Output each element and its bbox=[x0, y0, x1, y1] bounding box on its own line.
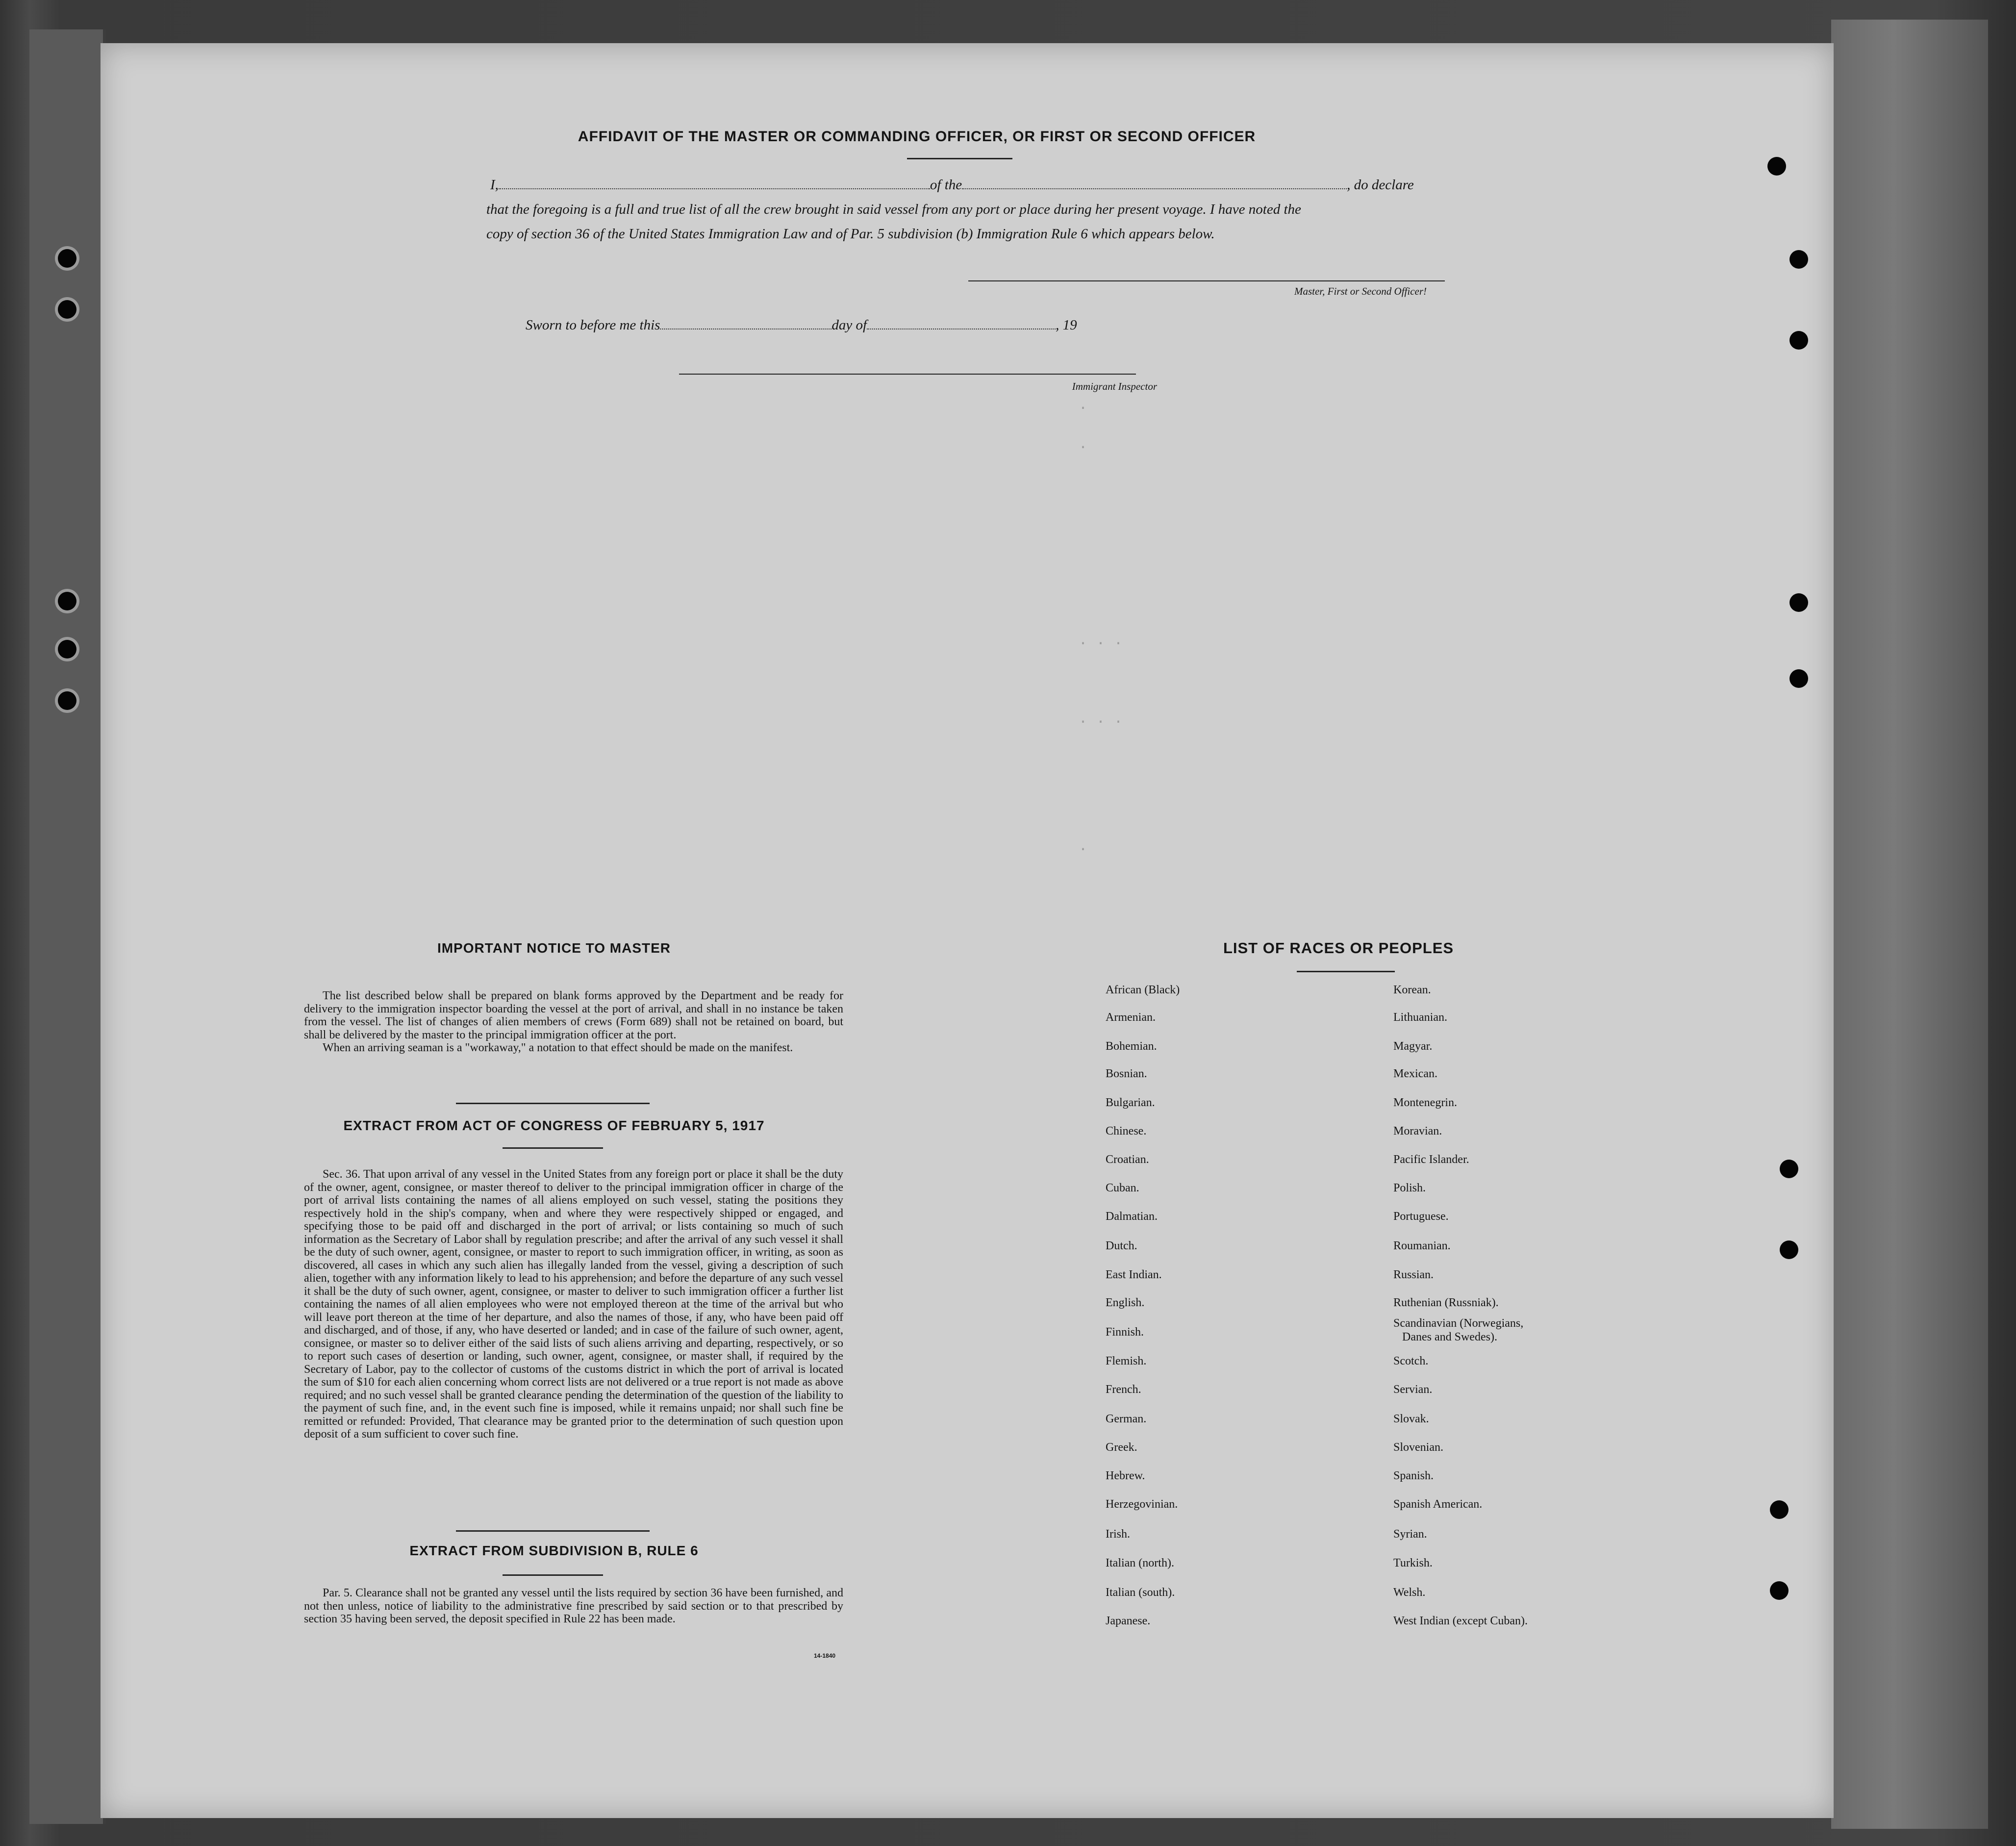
race-item: Italian (south). bbox=[1106, 1586, 1175, 1599]
extract-act-title: EXTRACT FROM ACT OF CONGRESS OF FEBRUARY 5, 1917 bbox=[343, 1118, 765, 1133]
binder-board-left bbox=[29, 29, 106, 1824]
name-blank-line[interactable] bbox=[499, 177, 930, 189]
inspector-signature-line[interactable] bbox=[679, 374, 1136, 375]
bleed-through-mark: . bbox=[1079, 397, 1088, 414]
race-item: Croatian. bbox=[1106, 1153, 1149, 1166]
race-item: Slovak. bbox=[1393, 1413, 1429, 1425]
punch-hole bbox=[1789, 593, 1808, 612]
race-item: Mexican. bbox=[1393, 1067, 1437, 1080]
vessel-blank-line[interactable] bbox=[962, 177, 1347, 189]
race-item: Scandinavian (Norwegians, Danes and Swedes). bbox=[1393, 1317, 1524, 1343]
binder-hole bbox=[58, 300, 76, 319]
race-item: Syrian. bbox=[1393, 1528, 1427, 1541]
race-item: Korean. bbox=[1393, 984, 1431, 996]
punch-hole bbox=[1770, 1500, 1789, 1519]
race-item: Armenian. bbox=[1106, 1011, 1156, 1024]
race-item: Chinese. bbox=[1106, 1125, 1147, 1138]
notice-body bbox=[304, 989, 843, 1055]
title-underline bbox=[907, 158, 1012, 159]
race-item: Flemish. bbox=[1106, 1355, 1147, 1367]
race-item: Scotch. bbox=[1393, 1355, 1429, 1367]
race-item: Japanese. bbox=[1106, 1615, 1151, 1627]
notice-paragraph-1: The list described below shall be prepared on blank forms approved by the Department and be ready for delivery to the immigration inspector boarding the vessel at the port of arrival, and shall in no instance be taken from the vessel. The list of changes of alien members of crews (Form 689) shall not be retained on board, but shall be delivered by the master to the principal immigration officer at the port. bbox=[304, 989, 843, 1041]
notice-paragraph-2: When an arriving seaman is a "workaway," a notation to that effect should be made on the manifest. bbox=[323, 1041, 793, 1054]
bleed-through-mark: . . . bbox=[1079, 632, 1123, 649]
race-item: Lithuanian. bbox=[1393, 1011, 1447, 1024]
race-item: Irish. bbox=[1106, 1528, 1130, 1541]
race-item: German. bbox=[1106, 1413, 1147, 1425]
race-item: Bohemian. bbox=[1106, 1040, 1157, 1053]
punch-hole bbox=[1770, 1581, 1789, 1600]
punch-hole bbox=[1767, 157, 1786, 176]
race-item: Ruthenian (Russniak). bbox=[1393, 1296, 1499, 1309]
sworn-prefix: Sworn to before me this bbox=[526, 317, 660, 333]
binder-hole bbox=[58, 691, 76, 710]
race-item: Polish. bbox=[1393, 1182, 1426, 1194]
punch-hole bbox=[1789, 331, 1808, 350]
section-divider bbox=[503, 1574, 603, 1576]
race-item: Magyar. bbox=[1393, 1040, 1433, 1053]
binder-hole bbox=[58, 592, 76, 610]
binder-hole bbox=[58, 249, 76, 268]
affidavit-line-2: that the foregoing is a full and true list of all the crew brought in said vessel from any port or place during her present voyage. I have noted the bbox=[486, 202, 1301, 217]
race-item: Portuguese. bbox=[1393, 1210, 1449, 1223]
sworn-line bbox=[526, 313, 1077, 337]
race-item: African (Black) bbox=[1106, 984, 1180, 996]
binder-hole bbox=[58, 640, 76, 658]
extract-rule-title: EXTRACT FROM SUBDIVISION B, RULE 6 bbox=[409, 1543, 699, 1558]
race-item: Herzegovinian. bbox=[1106, 1498, 1178, 1511]
races-title: LIST OF RACES OR PEOPLES bbox=[1223, 939, 1454, 957]
race-item: West Indian (except Cuban). bbox=[1393, 1615, 1528, 1627]
par-5-paragraph: Par. 5. Clearance shall not be granted any vessel until the lists required by section 36 have been furnished, and not then unless, notice of liability to the administrative fine prescribed by said section or to that prescribed by section 35 having been served, the deposit specified in Rule 22 has been made. bbox=[304, 1587, 843, 1625]
race-item: Welsh. bbox=[1393, 1586, 1426, 1599]
race-item: English. bbox=[1106, 1296, 1145, 1309]
section-divider bbox=[456, 1103, 650, 1104]
race-item: Servian. bbox=[1393, 1383, 1433, 1396]
race-item: Moravian. bbox=[1393, 1125, 1442, 1138]
sworn-day-of-label: day of bbox=[832, 317, 867, 333]
races-title-underline bbox=[1297, 971, 1395, 972]
race-item: Finnish. bbox=[1106, 1326, 1144, 1339]
binder-board-right bbox=[1831, 20, 1988, 1829]
affidavit-line-1 bbox=[490, 173, 1451, 197]
affidavit-title: AFFIDAVIT OF THE MASTER OR COMMANDING OFFICER, OR FIRST OR SECOND OFFICER bbox=[578, 128, 1256, 145]
sworn-year-label: , 19 bbox=[1056, 317, 1077, 333]
section-divider bbox=[503, 1147, 603, 1149]
affidavit-line-3: copy of section 36 of the United States Immigration Law and of Par. 5 subdivision (b) Immigration Rule 6 which appears below. bbox=[486, 226, 1215, 242]
race-item: Bosnian. bbox=[1106, 1067, 1147, 1080]
punch-hole bbox=[1780, 1160, 1798, 1178]
affidavit-declare-label: , do declare bbox=[1347, 177, 1414, 193]
race-item: Italian (north). bbox=[1106, 1557, 1174, 1569]
race-item: Slovenian. bbox=[1393, 1441, 1443, 1454]
sworn-day-blank[interactable] bbox=[660, 318, 832, 329]
section-divider bbox=[456, 1530, 650, 1532]
master-signature-caption: Master, First or Second Officer! bbox=[1294, 285, 1427, 297]
race-item: Greek. bbox=[1106, 1441, 1137, 1454]
punch-hole bbox=[1789, 669, 1808, 688]
race-item: French. bbox=[1106, 1383, 1141, 1396]
section-36-paragraph: Sec. 36. That upon arrival of any vessel in the United States from any foreign port or place it shall be the duty of the owner, agent, consignee, or master thereof to deliver to the principal immigration officer in charge of the port of arrival lists containing the names of all aliens employed on such vessel, stating the positions they respectively hold in the ship's company, when and where they were respectively shipped or engaged, and specifying those to be paid off and discharged in the port of arrival; or lists containing so much of such information as the Secretary of Labor shall by regulation prescribe; and after the arrival of any such vessel it shall be the duty of such owner, agent, consignee, or master to report to such immigration officer, in writing, as soon as discovered, all cases in which any such alien has illegally landed from the vessel, giving a description of such alien, together with any information likely to lead to his apprehension; and before the departure of any such vessel it shall be the duty of such owner, agent, consignee, or master to deliver to such immigration officer a further list containing the names of all alien employees who were not employed thereon at the time of the arrival but who will leave port thereon at the time of her departure, and also the names of those, if any, who have been paid off and discharged, and of those, if any, who have deserted or landed; and in case of the failure of such owner, agent, consignee, or master so to deliver either of the said lists of such aliens arriving and departing, respectively, or so to report such cases of desertion or landing, such owner, agent, consignee, or master shall, if required by the Secretary of Labor, pay to the collector of customs of the customs district in which the port of arrival is located the sum of $10 for each alien concerning whom correct lists are not delivered or a true report is not made as above required; and no such vessel shall be granted clearance pending the determination of the question of the liability to the payment of such fine, and, in the event such fine is imposed, while it remains unpaid; nor shall such fine be remitted or refunded: Provided, That clearance may be granted prior to the determination of such question upon deposit of a sum sufficient to cover such fine. bbox=[304, 1168, 843, 1441]
race-item: Russian. bbox=[1393, 1268, 1434, 1281]
bleed-through-mark: . bbox=[1079, 838, 1088, 855]
race-item: Pacific Islander. bbox=[1393, 1153, 1469, 1166]
extract-rule-body bbox=[304, 1587, 843, 1626]
race-item: Dutch. bbox=[1106, 1239, 1137, 1252]
master-signature-line[interactable] bbox=[968, 280, 1445, 281]
race-item: Montenegrin. bbox=[1393, 1096, 1457, 1109]
race-item: Cuban. bbox=[1106, 1182, 1139, 1194]
race-item: Spanish American. bbox=[1393, 1498, 1483, 1511]
race-item: East Indian. bbox=[1106, 1268, 1162, 1281]
race-item: Bulgarian. bbox=[1106, 1096, 1155, 1109]
race-item: Hebrew. bbox=[1106, 1469, 1145, 1482]
extract-act-body bbox=[304, 1168, 843, 1441]
form-code: 14-1840 bbox=[814, 1652, 836, 1659]
race-item: Turkish. bbox=[1393, 1557, 1433, 1569]
punch-hole bbox=[1780, 1240, 1798, 1259]
notice-title: IMPORTANT NOTICE TO MASTER bbox=[437, 940, 671, 956]
race-item: Roumanian. bbox=[1393, 1239, 1451, 1252]
sworn-month-blank[interactable] bbox=[867, 318, 1056, 329]
punch-hole bbox=[1789, 250, 1808, 269]
inspector-signature-caption: Immigrant Inspector bbox=[1072, 380, 1157, 392]
race-item: Dalmatian. bbox=[1106, 1210, 1158, 1223]
race-item: Spanish. bbox=[1393, 1469, 1434, 1482]
bleed-through-mark: . . . bbox=[1079, 711, 1123, 728]
affidavit-of-the-label: of the bbox=[930, 177, 962, 193]
affidavit-i-label: I, bbox=[490, 177, 499, 193]
bleed-through-mark: . bbox=[1079, 436, 1088, 453]
